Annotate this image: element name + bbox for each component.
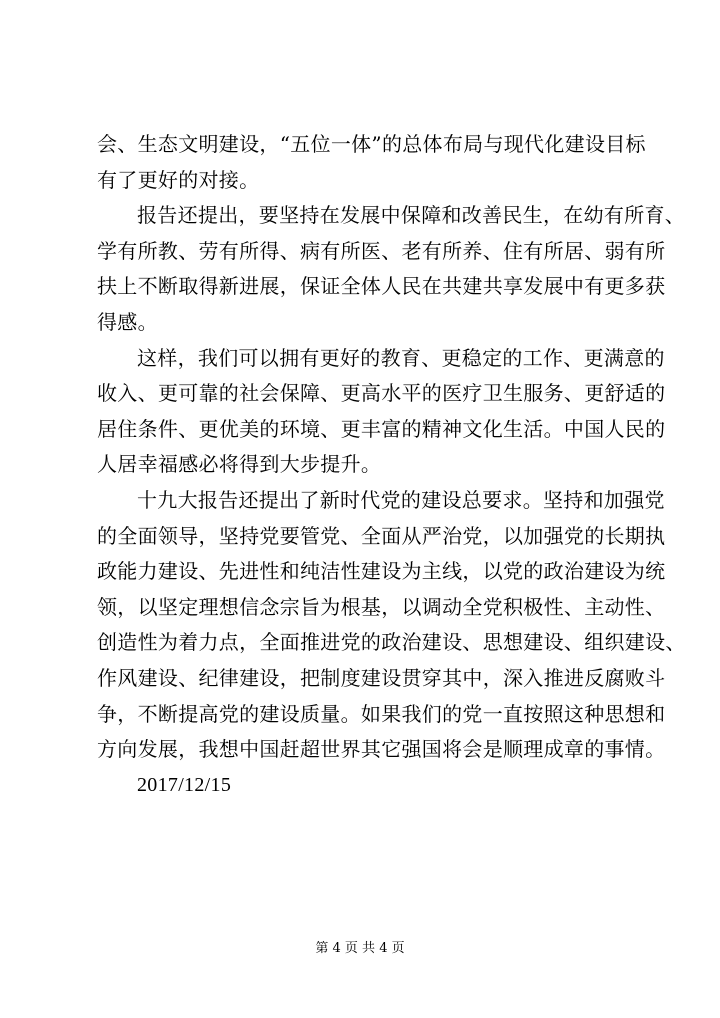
text-line: 收入、更可靠的社会保障、更高水平的医疗卫生服务、更舒适的	[97, 381, 666, 406]
document-body	[97, 127, 686, 803]
text-line: 作风建设、纪律建设，把制度建设贯穿其中，深入推进反腐败斗	[97, 665, 666, 690]
text-line: 会、生态文明建设，“五位一体”的总体布局与现代化建设目标	[97, 132, 646, 156]
text-line: 扶上不断取得新进展，保证全体人民在共建共享发展中有更多获	[97, 274, 666, 299]
text-line: 居住条件、更优美的环境、更丰富的精神文化生活。中国人民的	[97, 416, 666, 441]
document-date: 2017/12/15	[137, 773, 232, 796]
paragraph-start-line: 十九大报告还提出了新时代党的建设总要求。坚持和加强党	[137, 487, 665, 512]
page-footer	[0, 940, 720, 958]
text-line: 方向发展，我想中国赶超世界其它强国将会是顺理成章的事情。	[97, 737, 666, 762]
text-line: 创造性为着力点，全面推进党的政治建设、思想建设、组织建设、	[97, 630, 686, 655]
paragraph-start-line: 报告还提出，要坚持在发展中保障和改善民生，在幼有所育、	[137, 203, 686, 228]
text-line: 的全面领导，坚持党要管党、全面从严治党，以加强党的长期执	[97, 523, 666, 548]
text-line: 得感。	[97, 309, 158, 334]
paragraph-start-line: 这样，我们可以拥有更好的教育、更稳定的工作、更满意的	[137, 345, 665, 370]
text-line: 争，不断提高党的建设质量。如果我们的党一直按照这种思想和	[97, 701, 666, 726]
text-line: 人居幸福感必将得到大步提升。	[97, 452, 382, 477]
page-number: 第 4 页 共 4 页	[315, 941, 405, 956]
text-line: 政能力建设、先进性和纯洁性建设为主线，以党的政治建设为统	[97, 559, 666, 584]
text-line: 学有所教、劳有所得、病有所医、老有所养、住有所居、弱有所	[97, 238, 666, 263]
text-line: 有了更好的对接。	[97, 167, 260, 192]
text-line: 领，以坚定理想信念宗旨为根基，以调动全党积极性、主动性、	[97, 594, 666, 619]
